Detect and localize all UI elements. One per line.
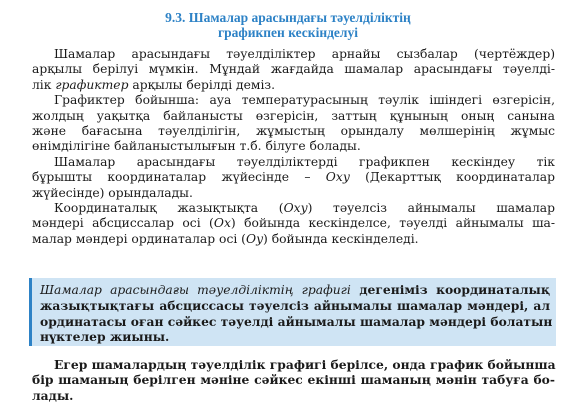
section-title-line-2: графикпен кескінделуі	[217, 25, 358, 40]
text-line: өнімділігіне байланыстылығын т.б. білуге болады.	[32, 139, 361, 154]
text-line: Координаталық жазықтықта (Oxy) тәуелсіз айнымалы шамалар	[54, 201, 556, 216]
text-line: бір шаманың берілген мәніне сәйкес екінші шаманың мәнін табуға бо-	[32, 372, 555, 388]
definition-line-1-rest: дегеніміз координаталық	[350, 282, 551, 297]
definition-line-1	[40, 282, 550, 298]
text-line: Графиктер бойынша: ауа температурасының тәулік ішіндегі өзгерісін,	[54, 93, 555, 108]
italic-term: Oy	[245, 231, 264, 246]
text-line: жолдың уақытқа байланысты өзгерісін, заттың құнының оның санына	[32, 108, 555, 123]
text-line: бұрышты координаталар жүйесінде – Oxy (Декарттық координаталар	[32, 170, 555, 185]
paragraph-4	[32, 201, 555, 247]
text-line: Шамалар арасындағы тәуелділіктерді графикпен кескіндеу тік	[54, 154, 555, 169]
text-line: арқылы берілуі мүмкін. Мұндай жағдайда шамалар арасындағы тәуелді-	[32, 62, 555, 77]
definition-line-3: ординатасы оған сәйкес тәуелді айнымалы шамалар мәндері болатын	[40, 313, 553, 329]
text-line: жүйесінде) орындалады.	[32, 185, 193, 200]
text-line: малар мәндері ординаталар осі (Oy) бойында кескінделеді.	[32, 231, 419, 246]
definition-term: Шамалар арасындағы тәуелділіктің графигі	[40, 283, 351, 297]
paragraph-2	[32, 93, 555, 155]
definition-box	[29, 278, 556, 346]
definition-line-4: нүктелер жиыны.	[40, 329, 170, 345]
paragraph-3	[32, 155, 555, 201]
text-line: мәндері абсциссалар осі (Ox) бойында кескінделсе, тәуелді айнымалы ша-	[32, 216, 555, 231]
conclusion-paragraph	[32, 357, 555, 403]
text-line: лік графиктер арқылы берілді деміз.	[32, 77, 275, 92]
italic-term: графиктер	[55, 77, 129, 92]
text-line: және бағасына тәуелділігін, жұмыстың орындалу мөлшерінің жұмыс	[32, 124, 555, 139]
italic-term: Ox	[283, 201, 301, 216]
text-line: Шамалар арасындағы тәуелділіктер арнайы сызбалар (чертёждер)	[54, 47, 555, 61]
section-title-line-1: 9.3. Шамалар арасындағы тәуелділіктің	[165, 10, 411, 25]
body-text	[32, 47, 555, 247]
italic-term: Ox	[213, 216, 231, 231]
paragraph-1	[32, 47, 555, 93]
italic-term: Oxy	[325, 170, 350, 185]
italic-term: Ox	[325, 170, 343, 185]
text-line: Егер шамалардың тәуелділік графигі берілсе, онда график бойынша	[54, 357, 556, 372]
section-title	[0, 10, 576, 40]
definition-line-2: жазықтықтағы абсциссасы тәуелсіз айнымалы шамалар мәндері, ал	[40, 298, 550, 314]
italic-term: Oxy	[283, 201, 308, 216]
text-line: лады.	[32, 387, 74, 403]
